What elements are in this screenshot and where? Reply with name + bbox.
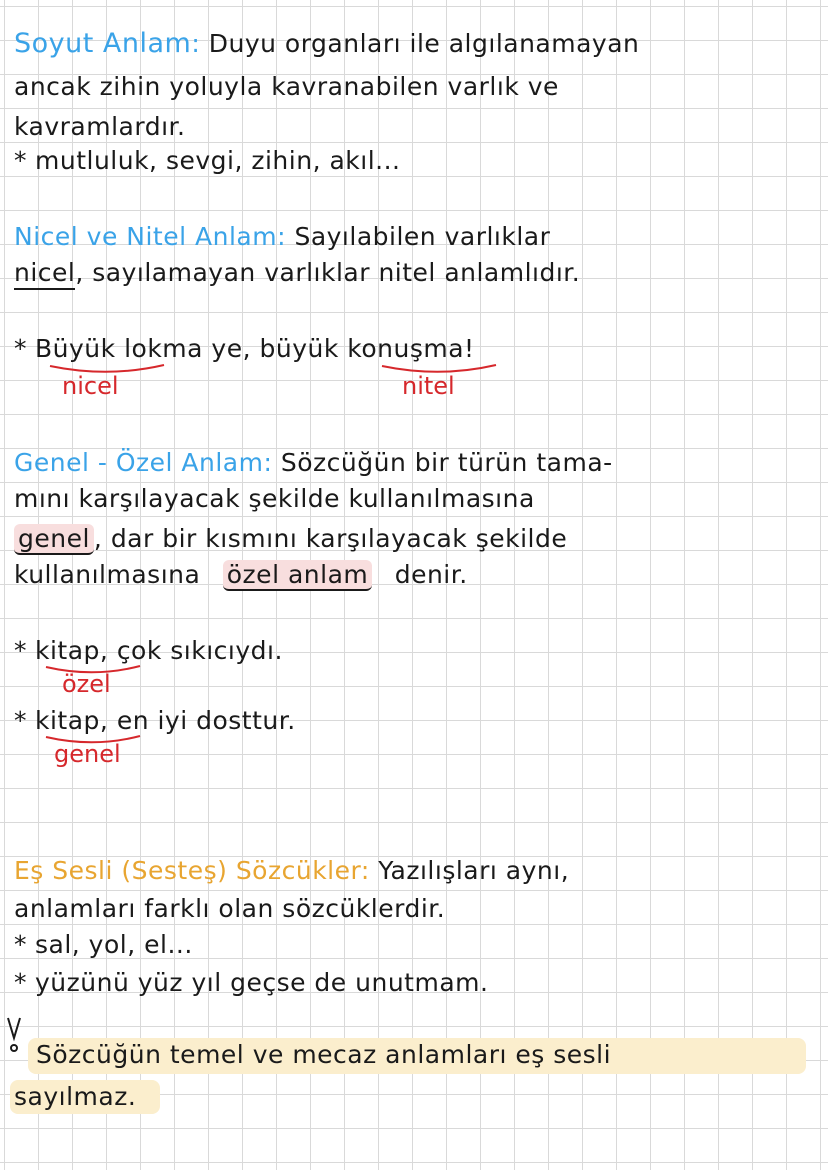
genel-example-word: kitap: [35, 706, 100, 735]
es-sesli-example-2-text: yüzünü yüz yıl geçse de unutmam.: [35, 968, 489, 997]
ozel-example: [14, 636, 283, 665]
es-sesli-example-1: [14, 930, 193, 959]
genel-example: [14, 706, 296, 735]
note-line-1: Sözcüğün temel ve mecaz anlamları eş sesli: [36, 1040, 612, 1069]
exclamation-icon: [6, 1016, 22, 1056]
nicel-keyword: nicel: [14, 258, 75, 290]
es-sesli-line-1: [14, 856, 569, 885]
nicel-example: [14, 334, 475, 363]
genel-line-1: [14, 448, 613, 477]
genel-definition-4b: denir.: [394, 560, 468, 589]
soyut-example-text: mutluluk, sevgi, zihin, akıl...: [35, 146, 401, 175]
es-sesli-heading: Eş Sesli (Sesteş) Sözcükler:: [14, 856, 370, 885]
star-bullet: *: [14, 968, 27, 997]
ozel-keyword: özel anlam: [223, 560, 372, 591]
genel-example-text: , en iyi dosttur.: [99, 706, 296, 735]
nicel-line-1: [14, 222, 550, 251]
genel-ozel-heading: Genel - Özel Anlam:: [14, 448, 273, 477]
ozel-label: özel: [62, 670, 111, 698]
nicel-definition-1: Sayılabilen varlıklar: [294, 222, 551, 251]
nicel-definition-2: , sayılamayan varlıklar nitel anlamlıdır.: [75, 258, 581, 287]
es-sesli-line-2: anlamları farklı olan sözcüklerdir.: [14, 894, 446, 923]
es-sesli-example-1-text: sal, yol, el...: [35, 930, 193, 959]
nicel-example-text-1: lokma ye,: [115, 334, 260, 363]
soyut-example: [14, 146, 401, 175]
genel-line-4: [14, 560, 468, 589]
star-bullet: *: [14, 636, 27, 665]
genel-definition-3: , dar bir kısmını karşılayacak şekilde: [93, 524, 568, 553]
nicel-line-2: [14, 258, 580, 287]
genel-line-3: [14, 524, 567, 553]
soyut-definition-1: Duyu organları ile algılanamayan: [208, 29, 640, 58]
star-bullet: *: [14, 334, 27, 363]
nicel-nitel-heading: Nicel ve Nitel Anlam:: [14, 222, 286, 251]
star-bullet: *: [14, 930, 27, 959]
nicel-example-word-1: Büyük: [35, 334, 116, 363]
nicel-label: nicel: [62, 372, 119, 400]
note-line-2: sayılmaz.: [14, 1082, 137, 1111]
soyut-heading: Soyut Anlam: [14, 28, 192, 59]
genel-line-2: mını karşılayacak şekilde kullanılmasına: [14, 484, 535, 513]
es-sesli-definition-1: Yazılışları aynı,: [378, 856, 570, 885]
heading-colon: :: [191, 29, 209, 58]
ozel-example-word: kitap: [35, 636, 100, 665]
soyut-line-3: kavramlardır.: [14, 112, 186, 141]
es-sesli-example-2: [14, 968, 488, 997]
genel-keyword: genel: [14, 524, 94, 555]
star-bullet: *: [14, 706, 27, 735]
genel-definition-1: Sözcüğün bir türün tama-: [280, 448, 613, 477]
nicel-example-word-2: büyük: [259, 334, 339, 363]
soyut-line-1: [14, 28, 639, 59]
ozel-example-text: , çok sıkıcıydı.: [99, 636, 283, 665]
genel-definition-4a: kullanılmasına: [14, 560, 201, 589]
nicel-example-text-2: konuşma!: [338, 334, 475, 363]
soyut-line-2: ancak zihin yoluyla kavranabilen varlık ve: [14, 72, 559, 101]
star-bullet: *: [14, 146, 27, 175]
genel-label: genel: [54, 740, 121, 768]
nitel-label: nitel: [402, 372, 455, 400]
